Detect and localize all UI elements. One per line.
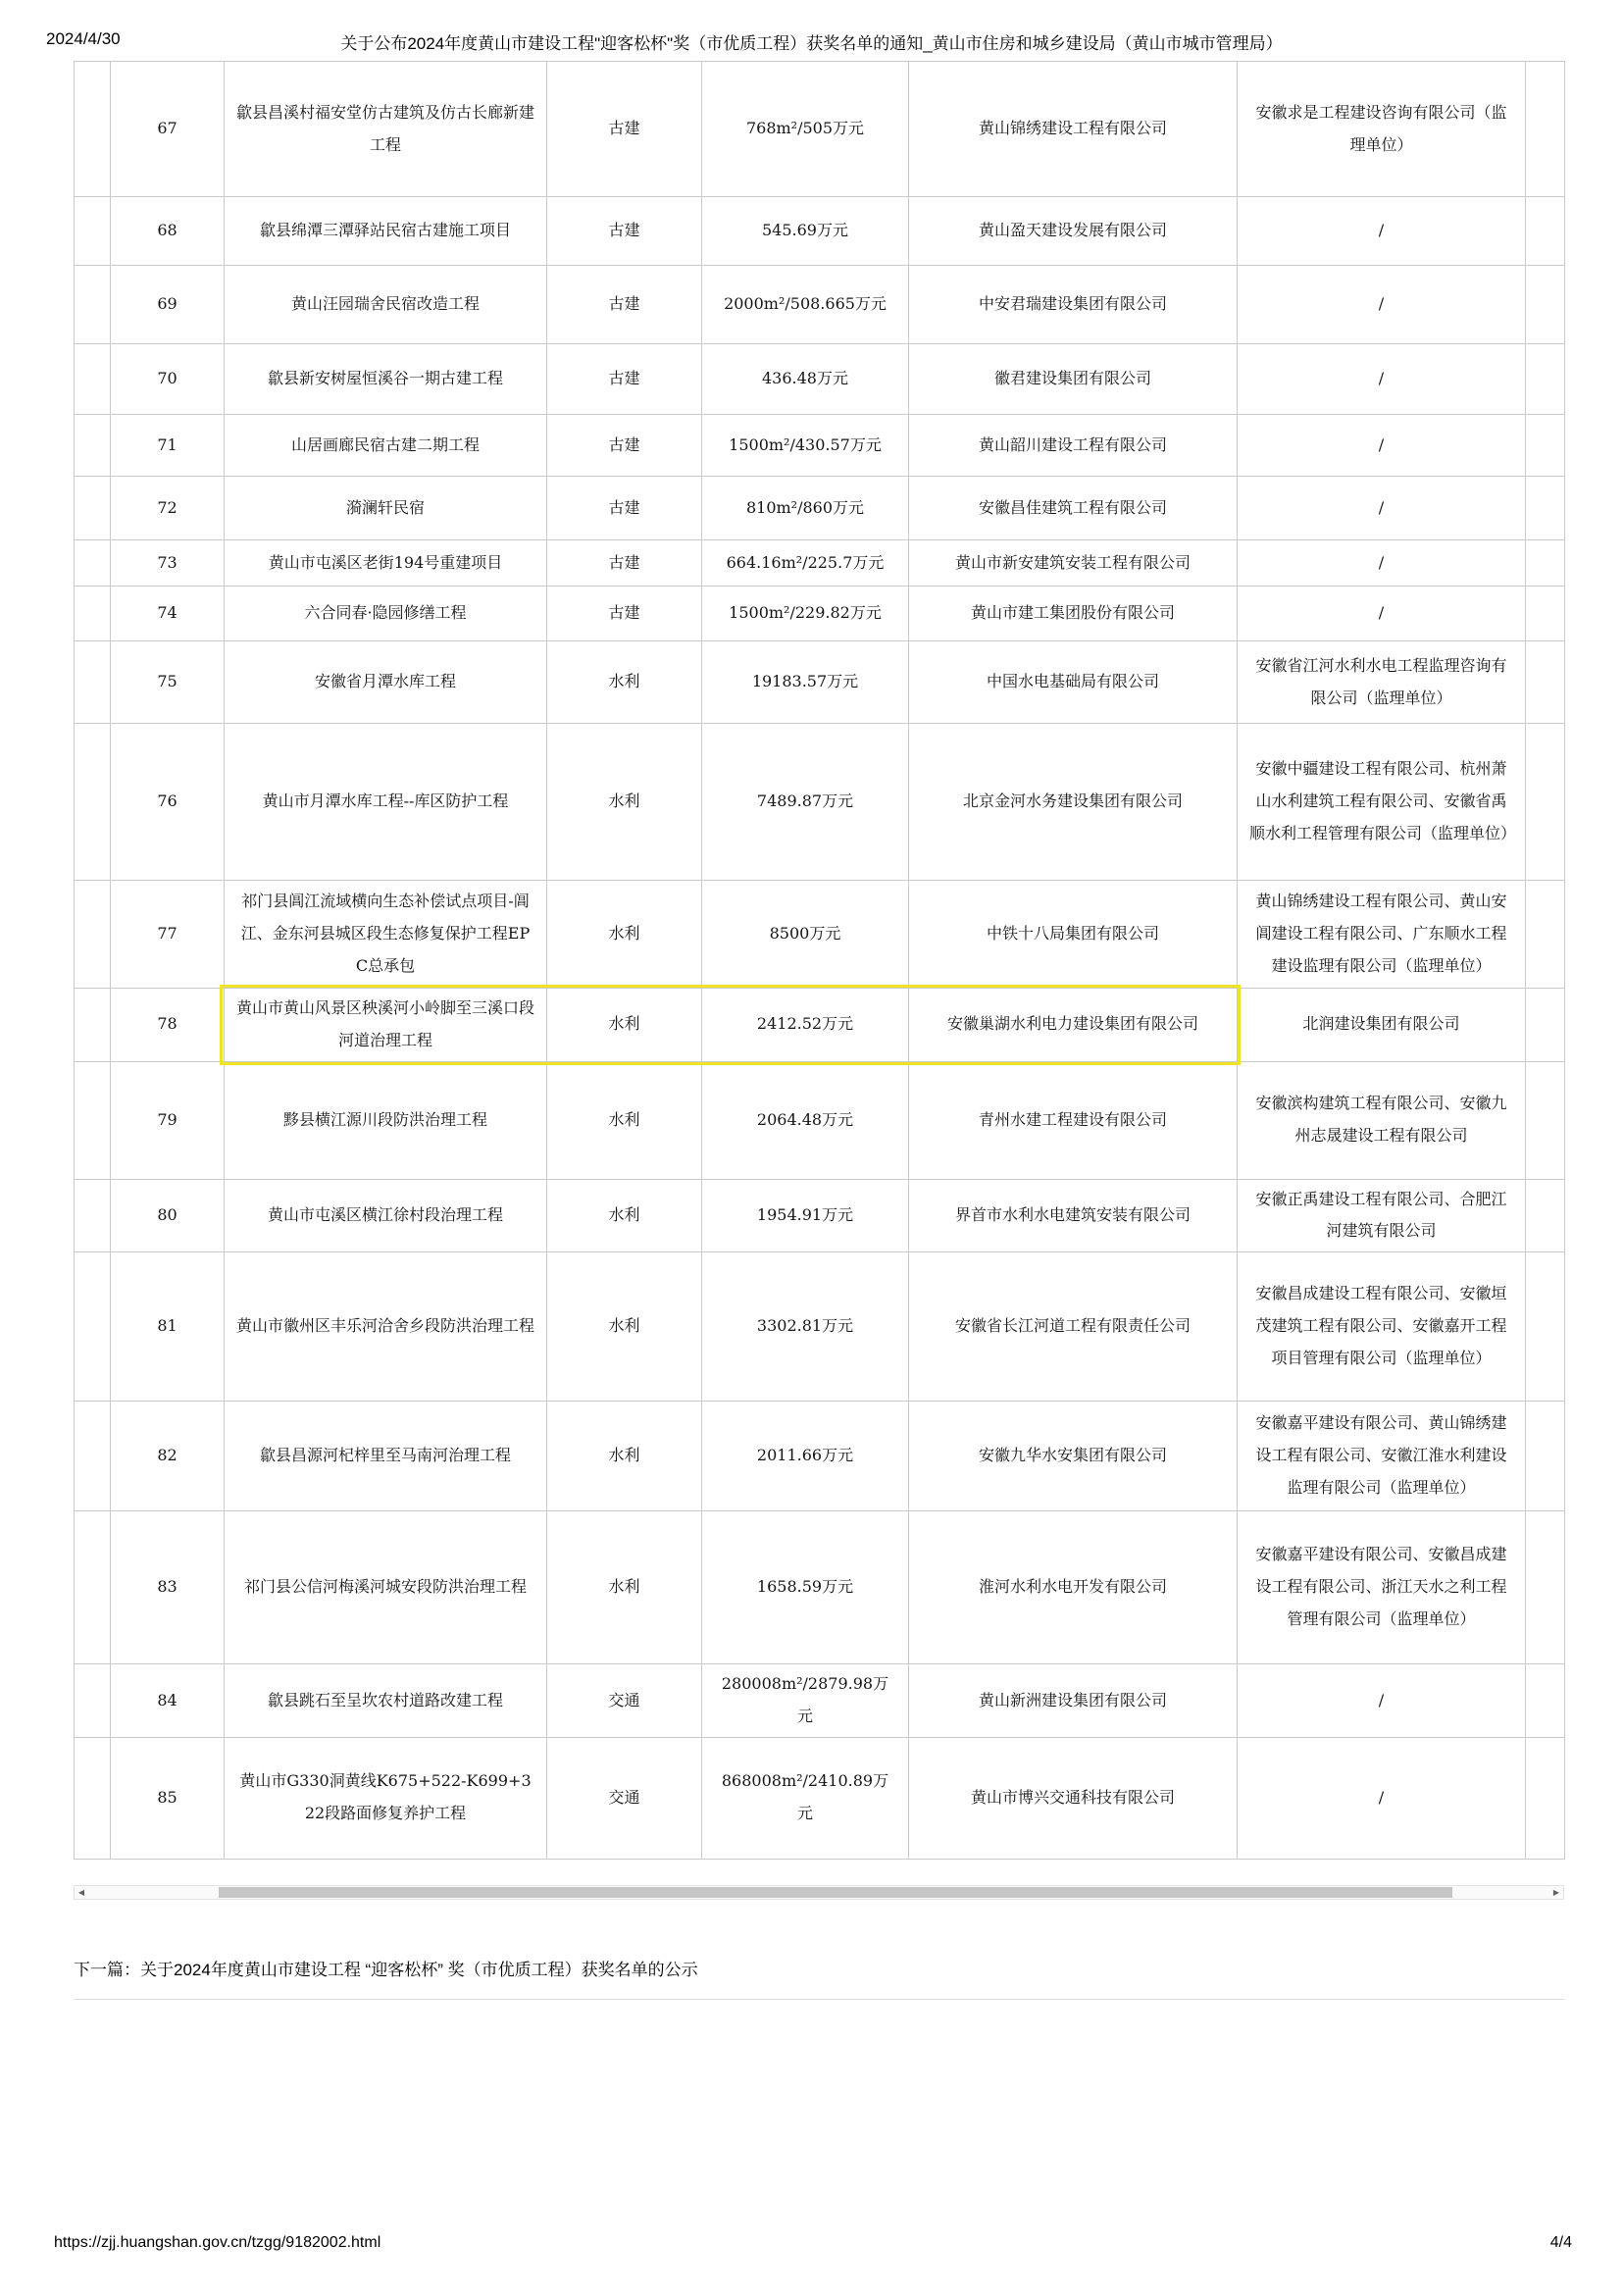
supervisor: 安徽求是工程建设咨询有限公司（监理单位） [1238,62,1526,197]
row-number: 84 [111,1664,225,1738]
builder: 中国水电基础局有限公司 [909,641,1238,724]
row-sliver-left [75,1402,111,1511]
category: 水利 [547,724,702,881]
size-cost: 2011.66万元 [702,1402,909,1511]
table-row [75,477,1565,540]
row-sliver-right [1526,197,1565,266]
row-number: 72 [111,477,225,540]
project-name: 安徽省月潭水库工程 [225,641,547,724]
row-sliver-right [1526,415,1565,477]
builder: 黄山韶川建设工程有限公司 [909,415,1238,477]
size-cost: 1500m²/229.82万元 [702,587,909,641]
footer-divider [74,1999,1564,2000]
print-date: 2024/4/30 [46,29,121,48]
category: 水利 [547,1252,702,1402]
row-sliver-right [1526,62,1565,197]
project-name: 歙县昌溪村福安堂仿古建筑及仿古长廊新建工程 [225,62,547,197]
category: 水利 [547,1179,702,1252]
row-number: 71 [111,415,225,477]
category: 水利 [547,881,702,989]
supervisor: / [1238,1664,1526,1738]
table-row [75,1402,1565,1511]
row-number: 70 [111,344,225,415]
row-sliver-left [75,540,111,587]
category: 水利 [547,989,702,1062]
row-sliver-right [1526,1061,1565,1179]
supervisor: 安徽中疆建设工程有限公司、杭州萧山水利建筑工程有限公司、安徽省禹顺水利工程管理有限公司（监理单位） [1238,724,1526,881]
row-sliver-left [75,1179,111,1252]
row-sliver-left [75,1664,111,1738]
project-name: 漪澜轩民宿 [225,477,547,540]
row-sliver-left [75,415,111,477]
project-name: 祁门县阊江流域横向生态补偿试点项目-阊江、金东河县城区段生态修复保护工程EPC总承包 [225,881,547,989]
row-sliver-right [1526,641,1565,724]
row-sliver-right [1526,540,1565,587]
row-sliver-left [75,1252,111,1402]
size-cost: 1954.91万元 [702,1179,909,1252]
row-number: 75 [111,641,225,724]
project-name: 黄山市月潭水库工程--库区防护工程 [225,724,547,881]
row-sliver-right [1526,344,1565,415]
table-row [75,587,1565,641]
row-sliver-left [75,197,111,266]
size-cost: 7489.87万元 [702,724,909,881]
project-name: 黟县横江源川段防洪治理工程 [225,1061,547,1179]
project-name: 歙县绵潭三潭驿站民宿古建施工项目 [225,197,547,266]
builder: 黄山锦绣建设工程有限公司 [909,62,1238,197]
builder: 安徽昌佳建筑工程有限公司 [909,477,1238,540]
supervisor: 黄山锦绣建设工程有限公司、黄山安阊建设工程有限公司、广东顺水工程建设监理有限公司（监理单位） [1238,881,1526,989]
category: 水利 [547,1511,702,1664]
category: 古建 [547,415,702,477]
project-name: 黄山市屯溪区横江徐村段治理工程 [225,1179,547,1252]
row-sliver-right [1526,1737,1565,1859]
category: 交通 [547,1737,702,1859]
project-name: 六合同春·隐园修缮工程 [225,587,547,641]
row-sliver-left [75,587,111,641]
builder: 安徽巢湖水利电力建设集团有限公司 [909,989,1238,1062]
builder: 安徽省长江河道工程有限责任公司 [909,1252,1238,1402]
table-row [75,1511,1565,1664]
table-row [75,881,1565,989]
supervisor: / [1238,415,1526,477]
row-number: 67 [111,62,225,197]
size-cost: 868008m²/2410.89万元 [702,1737,909,1859]
table-row [75,989,1565,1062]
row-number: 69 [111,266,225,344]
row-number: 80 [111,1179,225,1252]
row-number: 83 [111,1511,225,1664]
supervisor: / [1238,344,1526,415]
footer-page-indicator: 4/4 [1549,2234,1572,2251]
project-name: 歙县新安树屋恒溪谷一期古建工程 [225,344,547,415]
row-sliver-left [75,1061,111,1179]
table-row [75,62,1565,197]
size-cost: 19183.57万元 [702,641,909,724]
supervisor: 安徽嘉平建设有限公司、安徽昌成建设工程有限公司、浙江天水之利工程管理有限公司（监理单位） [1238,1511,1526,1664]
footer-url: https://zjj.huangshan.gov.cn/tzgg/9182002.html [54,2234,381,2251]
supervisor: 安徽昌成建设工程有限公司、安徽垣茂建筑工程有限公司、安徽嘉开工程项目管理有限公司（监理单位） [1238,1252,1526,1402]
row-sliver-right [1526,1179,1565,1252]
supervisor: / [1238,266,1526,344]
row-number: 81 [111,1252,225,1402]
size-cost: 768m²/505万元 [702,62,909,197]
supervisor: / [1238,587,1526,641]
category: 水利 [547,1061,702,1179]
table-row [75,1737,1565,1859]
row-number: 79 [111,1061,225,1179]
table-row [75,197,1565,266]
row-number: 76 [111,724,225,881]
row-sliver-right [1526,1511,1565,1664]
row-number: 74 [111,587,225,641]
row-number: 77 [111,881,225,989]
table-row [75,1252,1565,1402]
builder: 黄山盈天建设发展有限公司 [909,197,1238,266]
table-row [75,1179,1565,1252]
table-row [75,540,1565,587]
project-name: 黄山汪园瑞舍民宿改造工程 [225,266,547,344]
supervisor: / [1238,477,1526,540]
category: 古建 [547,587,702,641]
row-sliver-left [75,881,111,989]
supervisor: 安徽正禹建设工程有限公司、合肥江河建筑有限公司 [1238,1179,1526,1252]
row-sliver-right [1526,587,1565,641]
size-cost: 436.48万元 [702,344,909,415]
size-cost: 545.69万元 [702,197,909,266]
builder: 北京金河水务建设集团有限公司 [909,724,1238,881]
row-sliver-right [1526,1664,1565,1738]
builder: 淮河水利水电开发有限公司 [909,1511,1238,1664]
category: 水利 [547,1402,702,1511]
table-row [75,1664,1565,1738]
category: 古建 [547,62,702,197]
category: 古建 [547,344,702,415]
size-cost: 2000m²/508.665万元 [702,266,909,344]
project-name: 黄山市黄山风景区秧溪河小岭脚至三溪口段河道治理工程 [225,989,547,1062]
scrollbar-left-arrow-icon[interactable]: ◀ [75,1886,88,1899]
category: 水利 [547,641,702,724]
supervisor: 北润建设集团有限公司 [1238,989,1526,1062]
table-row [75,344,1565,415]
table-row [75,724,1565,881]
builder: 黄山新洲建设集团有限公司 [909,1664,1238,1738]
scrollbar-thumb[interactable] [219,1887,1452,1898]
row-sliver-right [1526,989,1565,1062]
row-sliver-left [75,477,111,540]
page-title: 关于公布2024年度黄山市建设工程"迎客松杯"奖（市优质工程）获奖名单的通知_黄山市住房和城乡建设局（黄山市城市管理局） [340,34,1283,53]
supervisor: / [1238,540,1526,587]
builder: 黄山市新安建筑安装工程有限公司 [909,540,1238,587]
next-article-link[interactable]: 下一篇：关于2024年度黄山市建设工程 “迎客松杯” 奖（市优质工程）获奖名单的公示 [74,1961,698,1979]
horizontal-scrollbar[interactable] [74,1885,1564,1900]
supervisor: / [1238,1737,1526,1859]
builder: 青州水建工程建设有限公司 [909,1061,1238,1179]
row-number: 73 [111,540,225,587]
row-sliver-left [75,641,111,724]
project-name: 歙县昌源河杞梓里至马南河治理工程 [225,1402,547,1511]
row-sliver-right [1526,266,1565,344]
size-cost: 1500m²/430.57万元 [702,415,909,477]
row-sliver-left [75,62,111,197]
builder: 安徽九华水安集团有限公司 [909,1402,1238,1511]
supervisor: 安徽嘉平建设有限公司、黄山锦绣建设工程有限公司、安徽江淮水利建设监理有限公司（监理单位） [1238,1402,1526,1511]
category: 古建 [547,197,702,266]
size-cost: 8500万元 [702,881,909,989]
size-cost: 2064.48万元 [702,1061,909,1179]
table-row [75,1061,1565,1179]
row-number: 82 [111,1402,225,1511]
row-sliver-left [75,989,111,1062]
table-row [75,266,1565,344]
row-number: 78 [111,989,225,1062]
project-name: 歙县跳石至呈坎农村道路改建工程 [225,1664,547,1738]
row-sliver-left [75,724,111,881]
size-cost: 280008m²/2879.98万元 [702,1664,909,1738]
builder: 中铁十八局集团有限公司 [909,881,1238,989]
size-cost: 1658.59万元 [702,1511,909,1664]
builder: 徽君建设集团有限公司 [909,344,1238,415]
row-sliver-left [75,1737,111,1859]
category: 古建 [547,266,702,344]
row-number: 68 [111,197,225,266]
builder: 黄山市建工集团股份有限公司 [909,587,1238,641]
size-cost: 3302.81万元 [702,1252,909,1402]
project-name: 黄山市徽州区丰乐河洽舍乡段防洪治理工程 [225,1252,547,1402]
project-name: 山居画廊民宿古建二期工程 [225,415,547,477]
row-sliver-right [1526,1252,1565,1402]
awards-table-wrap [74,61,1564,1860]
category: 古建 [547,477,702,540]
table-row [75,641,1565,724]
project-name: 黄山市G330洞黄线K675+522-K699+322段路面修复养护工程 [225,1737,547,1859]
supervisor: 安徽滨构建筑工程有限公司、安徽九州志晟建设工程有限公司 [1238,1061,1526,1179]
builder: 界首市水利水电建筑安装有限公司 [909,1179,1238,1252]
scrollbar-right-arrow-icon[interactable]: ▶ [1549,1886,1563,1899]
row-sliver-left [75,266,111,344]
row-sliver-right [1526,724,1565,881]
row-sliver-left [75,1511,111,1664]
supervisor: / [1238,197,1526,266]
supervisor: 安徽省江河水利水电工程监理咨询有限公司（监理单位） [1238,641,1526,724]
builder: 中安君瑞建设集团有限公司 [909,266,1238,344]
project-name: 黄山市屯溪区老街194号重建项目 [225,540,547,587]
size-cost: 2412.52万元 [702,989,909,1062]
project-name: 祁门县公信河梅溪河城安段防洪治理工程 [225,1511,547,1664]
category: 古建 [547,540,702,587]
awards-table [74,61,1565,1860]
row-sliver-right [1526,881,1565,989]
row-sliver-left [75,344,111,415]
table-row [75,415,1565,477]
row-number: 85 [111,1737,225,1859]
size-cost: 664.16m²/225.7万元 [702,540,909,587]
category: 交通 [547,1664,702,1738]
size-cost: 810m²/860万元 [702,477,909,540]
row-sliver-right [1526,477,1565,540]
row-sliver-right [1526,1402,1565,1511]
builder: 黄山市博兴交通科技有限公司 [909,1737,1238,1859]
awards-table-body [75,62,1565,1860]
